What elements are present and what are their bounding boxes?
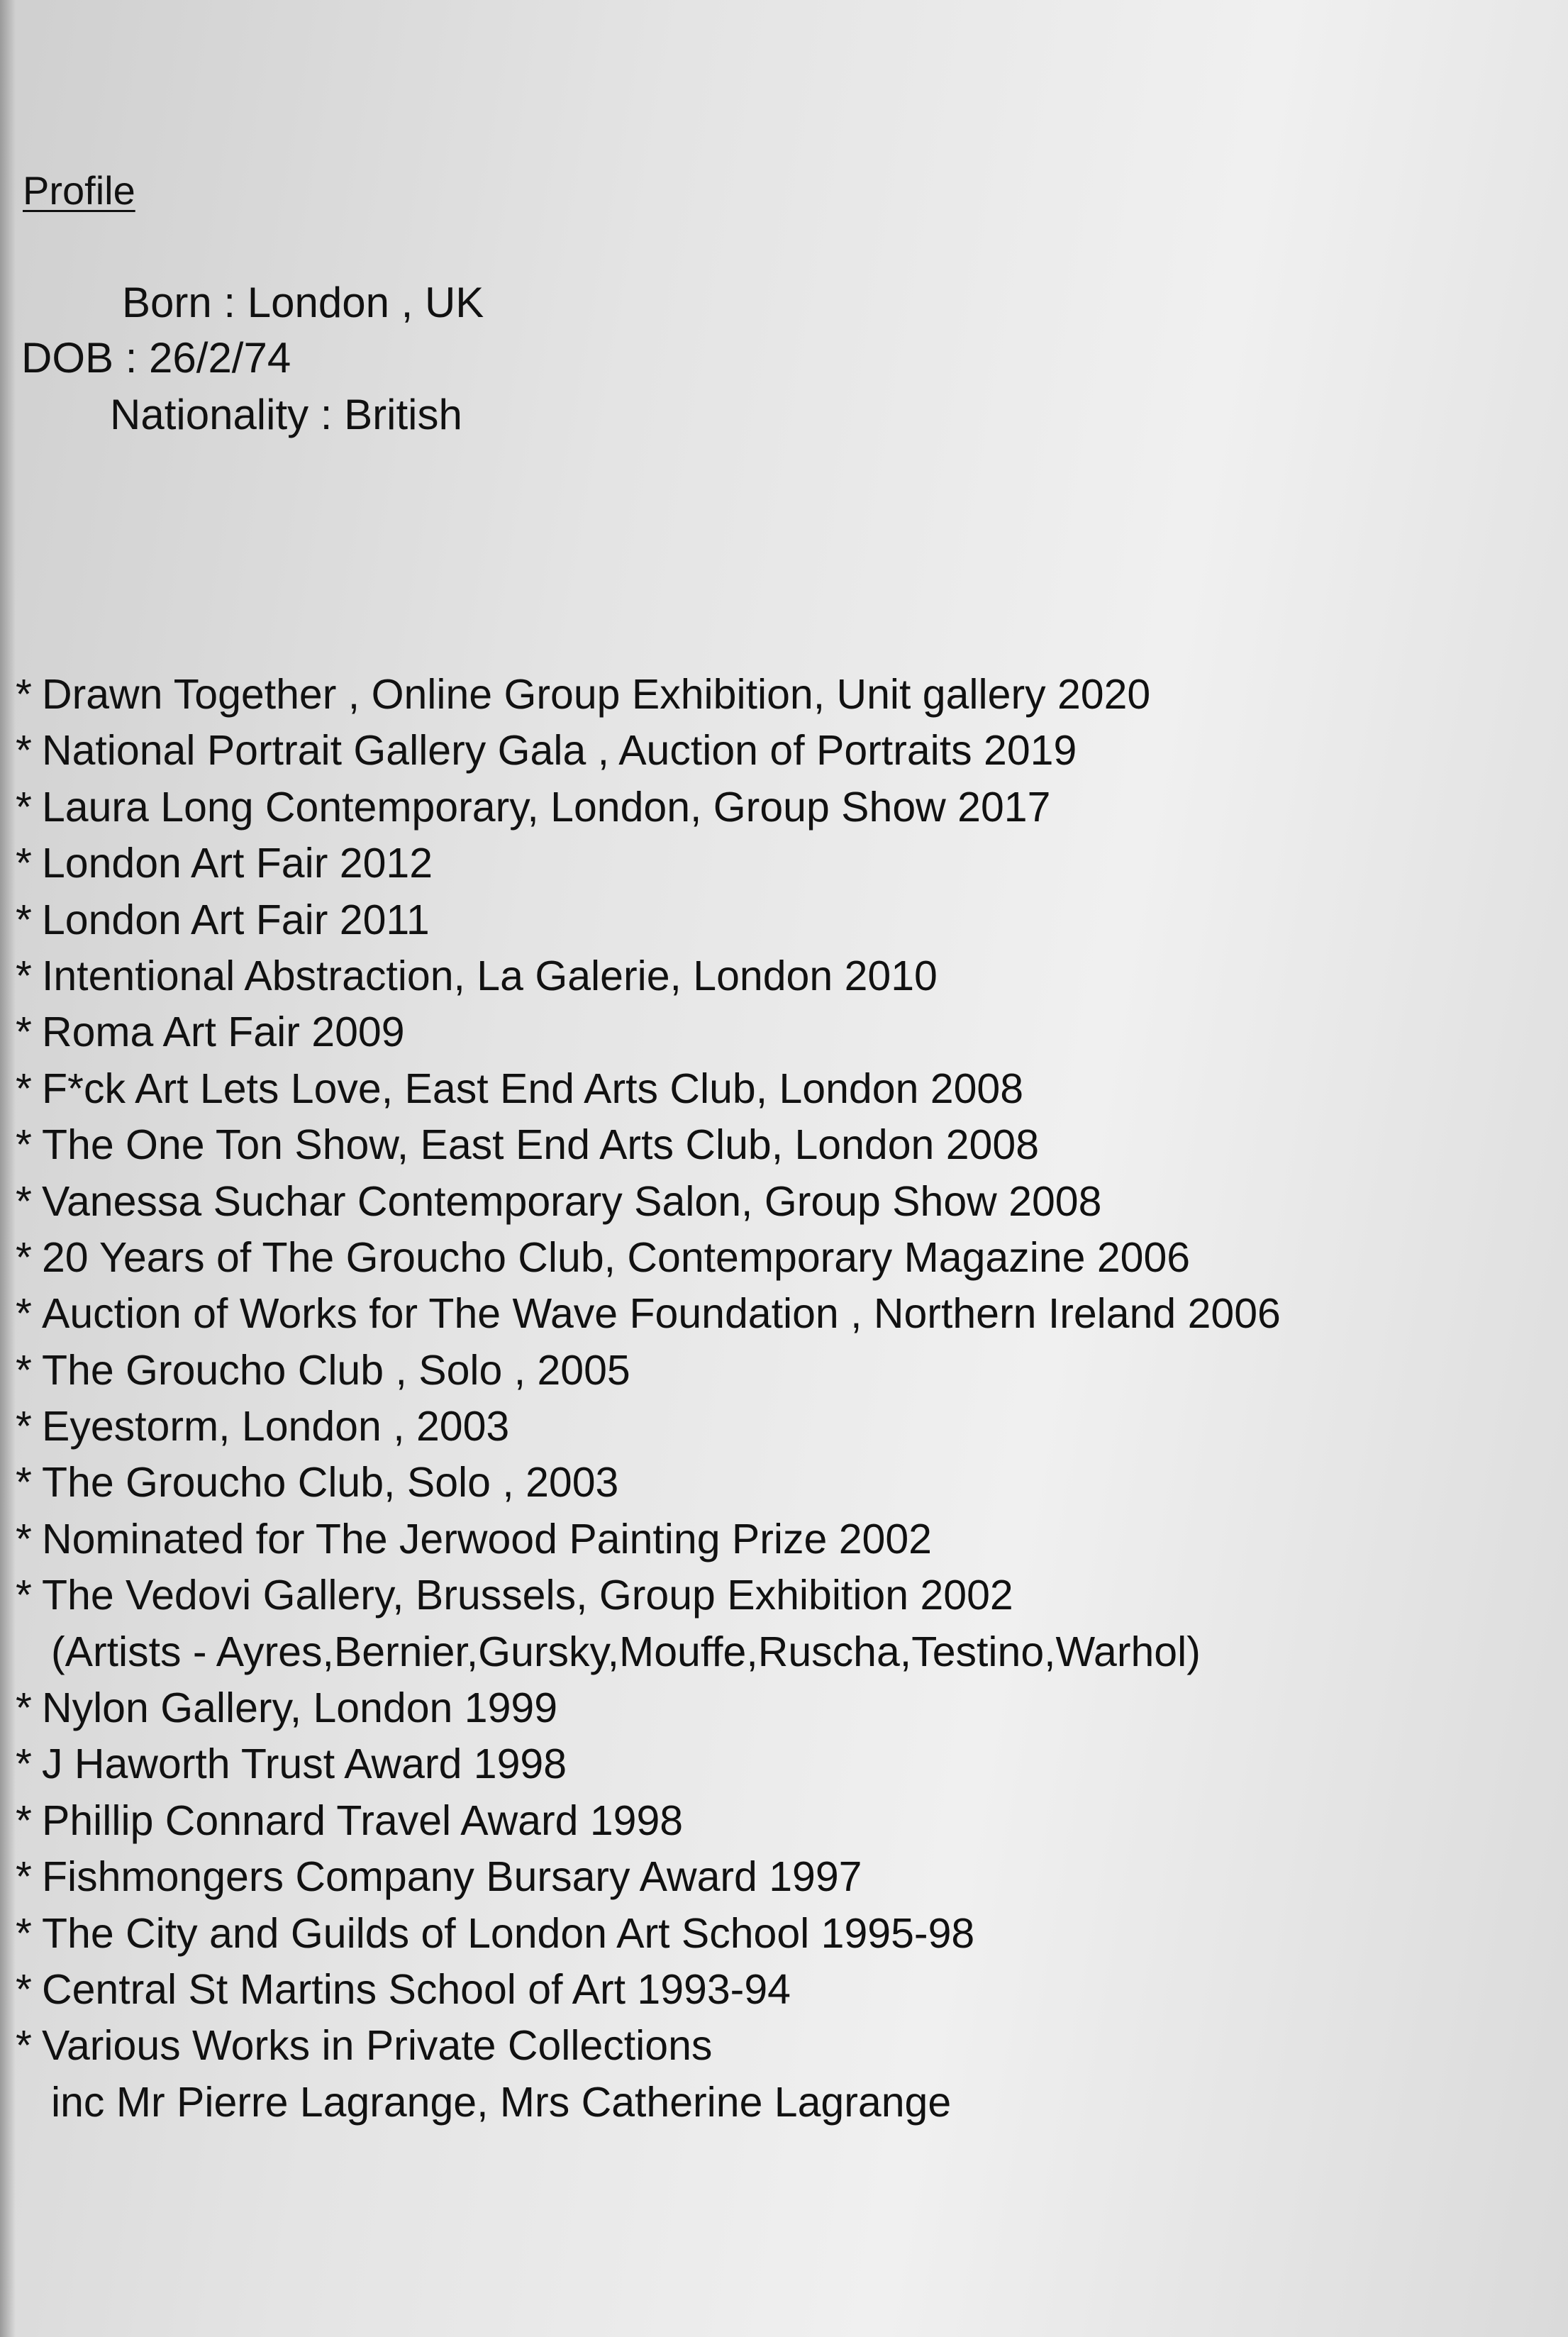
list-item-text: The City and Guilds of London Art School 1995-98 — [41, 1909, 975, 1957]
list-item-text: The Groucho Club, Solo , 2003 — [41, 1459, 619, 1506]
list-item — [16, 1286, 1540, 1342]
list-item — [16, 1399, 1540, 1455]
bullet-star: * — [16, 1741, 32, 1788]
bullet-star: * — [16, 1797, 32, 1844]
list-item — [16, 1736, 1540, 1792]
list-item-text: London Art Fair 2012 — [41, 840, 433, 887]
exhibition-list — [16, 667, 1540, 2131]
bullet-star: * — [16, 1684, 32, 1732]
list-item — [16, 1849, 1540, 1905]
list-item-text: London Art Fair 2011 — [41, 896, 430, 943]
list-item — [16, 1230, 1540, 1286]
list-item-text: F*ck Art Lets Love, East End Arts Club, London 2008 — [41, 1065, 1024, 1112]
list-item-text: Roma Art Fair 2009 — [41, 1009, 405, 1056]
page-edge-shadow — [0, 0, 16, 2337]
bullet-star: * — [16, 1121, 32, 1169]
list-item — [16, 1174, 1540, 1230]
bullet-star: * — [16, 1346, 32, 1394]
list-item — [16, 948, 1540, 1004]
list-item — [16, 723, 1540, 779]
list-item-text: Intentional Abstraction, La Galerie, London 2010 — [41, 952, 938, 999]
list-item-text: Nylon Gallery, London 1999 — [41, 1684, 558, 1732]
list-item-text: (Artists - Ayres,Bernier,Gursky,Mouffe,Ruscha,Testino,Warhol) — [51, 1628, 1201, 1675]
bullet-star: * — [16, 1965, 32, 2013]
bullet-star: * — [16, 1009, 32, 1056]
bullet-star: * — [16, 1233, 32, 1281]
born-line: Born : London , UK — [122, 279, 484, 326]
bullet-star: * — [16, 2022, 32, 2070]
list-item — [16, 1061, 1540, 1117]
list-item-text: Central St Martins School of Art 1993-94 — [41, 1965, 791, 2013]
bullet-star: * — [16, 727, 32, 775]
list-item — [16, 1117, 1540, 1173]
list-item — [16, 892, 1540, 948]
list-item-continuation — [16, 2075, 1540, 2131]
list-item — [16, 1455, 1540, 1511]
bullet-star: * — [16, 1909, 32, 1957]
dob-line: DOB : 26/2/74 — [21, 334, 291, 382]
list-item — [16, 667, 1540, 723]
list-item — [16, 2018, 1540, 2074]
bullet-star: * — [16, 1065, 32, 1112]
list-item-text: inc Mr Pierre Lagrange, Mrs Catherine Lagrange — [51, 2078, 952, 2126]
list-item-text: Nominated for The Jerwood Painting Prize 2002 — [41, 1515, 932, 1562]
bullet-star: * — [16, 1403, 32, 1450]
list-item-text: Fishmongers Company Bursary Award 1997 — [41, 1853, 862, 1901]
list-item-text: Laura Long Contemporary, London, Group Show 2017 — [41, 783, 1051, 831]
list-item — [16, 1962, 1540, 2018]
list-item — [16, 1004, 1540, 1060]
bullet-star: * — [16, 1515, 32, 1562]
list-item-text: Eyestorm, London , 2003 — [41, 1403, 510, 1450]
list-item — [16, 836, 1540, 892]
bullet-star: * — [16, 1177, 32, 1225]
list-item-text: Auction of Works for The Wave Foundation , Northern Ireland 2006 — [41, 1290, 1281, 1338]
list-item-text: Drawn Together , Online Group Exhibition, Unit gallery 2020 — [41, 671, 1151, 718]
list-item-text: National Portrait Gallery Gala , Auction of Portraits 2019 — [41, 727, 1077, 775]
list-item-continuation — [16, 1624, 1540, 1680]
list-item — [16, 1906, 1540, 1962]
bullet-star: * — [16, 671, 32, 718]
list-item-text: 20 Years of The Groucho Club, Contemporary Magazine 2006 — [41, 1233, 1191, 1281]
list-item-text: Phillip Connard Travel Award 1998 — [41, 1797, 684, 1844]
bullet-star: * — [16, 1572, 32, 1619]
list-item-text: The One Ton Show, East End Arts Club, London 2008 — [41, 1121, 1040, 1169]
list-item — [16, 1793, 1540, 1849]
list-item-text: J Haworth Trust Award 1998 — [41, 1741, 567, 1788]
list-item-text: The Vedovi Gallery, Brussels, Group Exhibition 2002 — [41, 1572, 1013, 1619]
bullet-star: * — [16, 840, 32, 887]
bullet-star: * — [16, 1459, 32, 1506]
list-item — [16, 1343, 1540, 1399]
list-item — [16, 1680, 1540, 1736]
bullet-star: * — [16, 952, 32, 999]
list-item — [16, 1567, 1540, 1623]
nationality-line: Nationality : British — [110, 391, 462, 438]
bullet-star: * — [16, 896, 32, 943]
list-item-text: The Groucho Club , Solo , 2005 — [41, 1346, 630, 1394]
profile-heading: Profile — [23, 168, 135, 213]
bullet-star: * — [16, 1853, 32, 1901]
list-item-text: Vanessa Suchar Contemporary Salon, Group Show 2008 — [41, 1177, 1102, 1225]
list-item — [16, 779, 1540, 836]
bullet-star: * — [16, 1290, 32, 1338]
list-item — [16, 1511, 1540, 1567]
list-item-text: Various Works in Private Collections — [41, 2022, 713, 2070]
bullet-star: * — [16, 783, 32, 831]
